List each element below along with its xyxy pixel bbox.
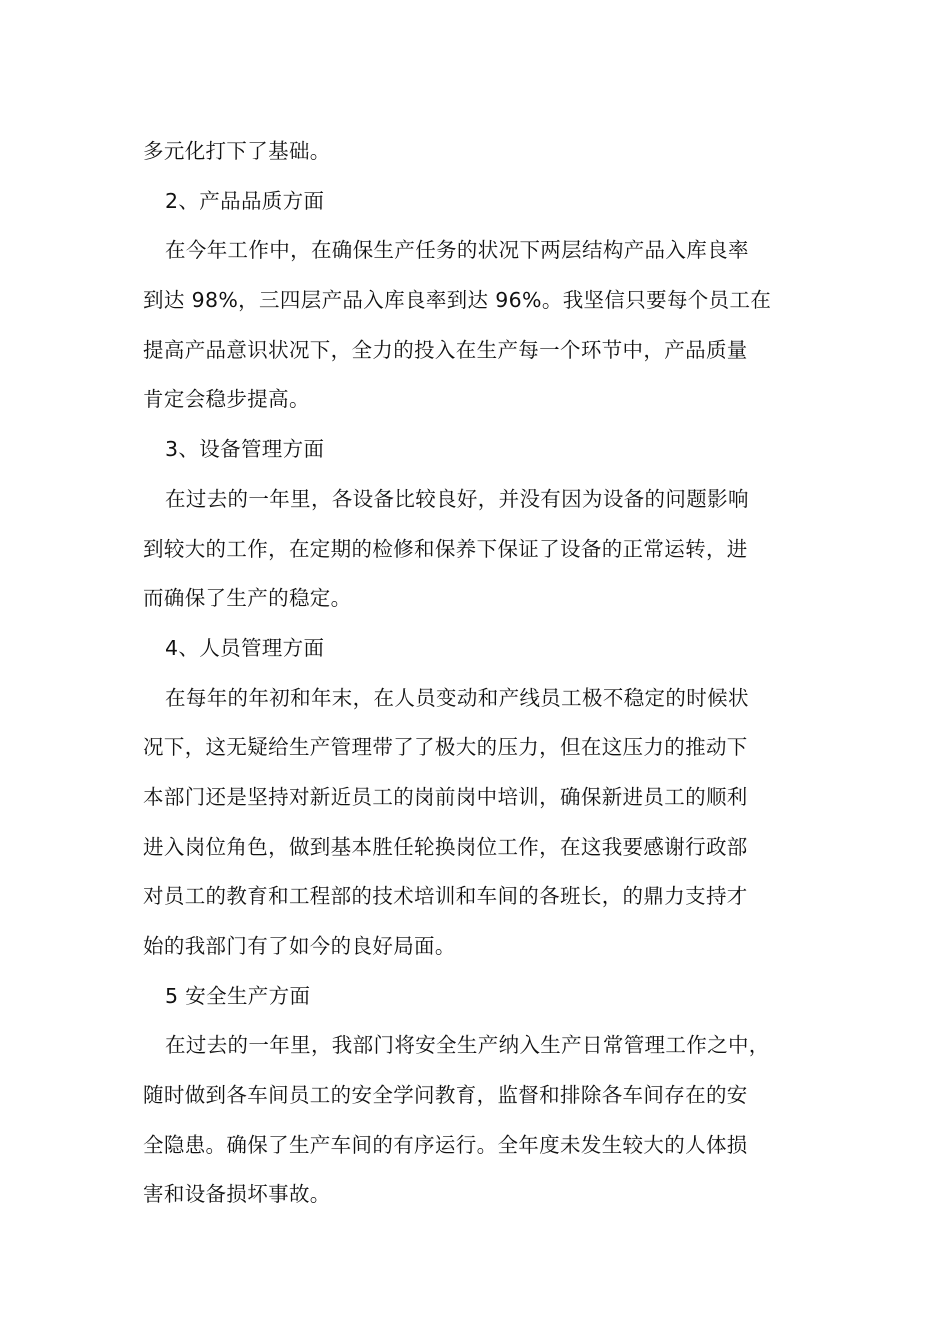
paragraph-line: 提高产品意识状况下，全力的投入在生产每一个环节中，产品质量 [143,337,748,362]
paragraph-line: 本部门还是坚持对新近员工的岗前岗中培训，确保新进员工的顺利 [143,784,748,809]
paragraph-line: 在今年工作中，在确保生产任务的状况下两层结构产品入库良率 [165,238,749,263]
paragraph-line: 多元化打下了基础。 [143,139,331,163]
section-heading-safety: 5 安全生产方面 [165,983,311,1008]
paragraph-line: 始的我部门有了如今的良好局面。 [143,934,456,958]
paragraph-line: 随时做到各车间员工的安全学问教育，监督和排除各车间存在的安 [143,1083,748,1108]
paragraph-line: 全隐患。确保了生产车间的有序运行。全年度未发生较大的人体损 [143,1132,748,1157]
section-heading-equipment: 3、设备管理方面 [165,437,325,462]
section-heading-personnel: 4、人员管理方面 [165,635,325,660]
paragraph-line: 而确保了生产的稳定。 [143,586,352,611]
paragraph-line: 肯定会稳步提高。 [143,387,310,412]
paragraph-line: 到较大的工作，在定期的检修和保养下保证了设备的正常运转，进 [143,536,748,561]
paragraph-line: 进入岗位角色，做到基本胜任轮换岗位工作，在这我要感谢行政部 [143,834,748,859]
paragraph-line: 在每年的年初和年末，在人员变动和产线员工极不稳定的时候状 [165,685,749,710]
section-heading-product-quality: 2、产品品质方面 [165,188,325,213]
paragraph-line: 害和设备损坏事故。 [143,1182,331,1207]
paragraph-line: 况下，这无疑给生产管理带了了极大的压力，但在这压力的推动下 [143,735,748,760]
paragraph-line: 在过去的一年里，我部门将安全生产纳入生产日常管理工作之中， [165,1033,770,1058]
paragraph-line: 在过去的一年里，各设备比较良好，并没有因为设备的问题影响 [165,486,749,511]
document-body [143,127,808,1220]
paragraph-line: 到达 98%，三四层产品入库良率到达 96%。我坚信只要每个员工在 [143,288,772,313]
paragraph-line: 对员工的教育和工程部的技术培训和车间的各班长，的鼎力支持才 [143,884,748,909]
